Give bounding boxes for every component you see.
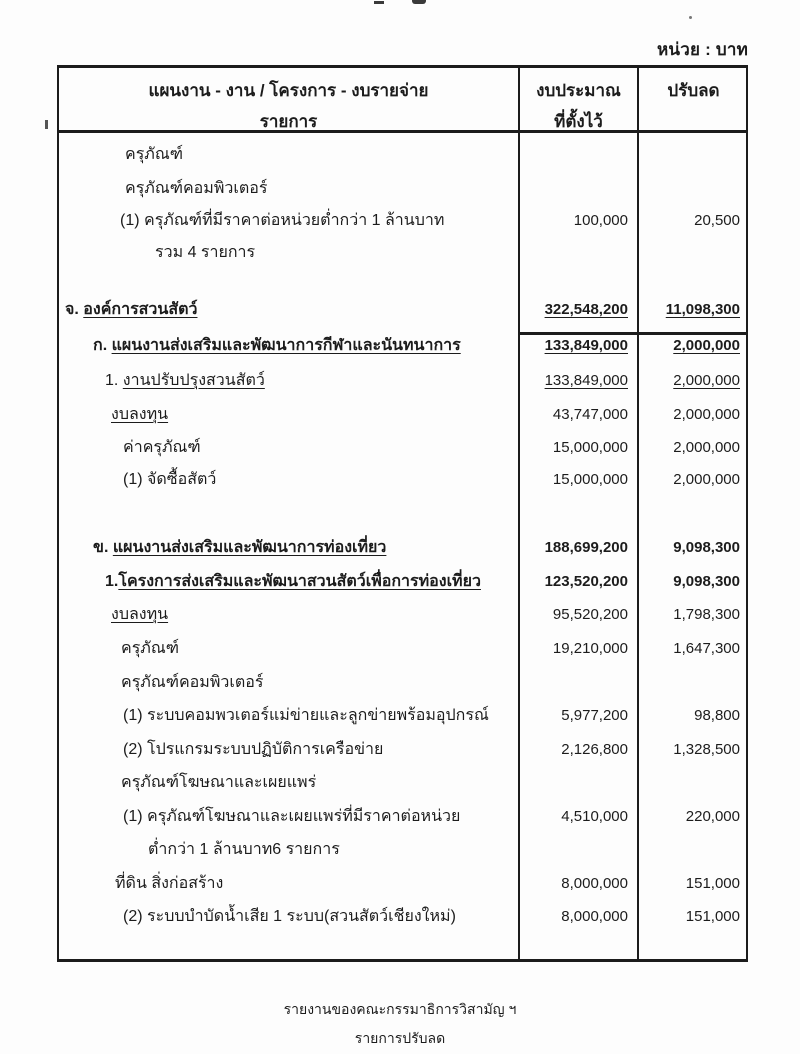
row-label-text: รวม 4 รายการ xyxy=(155,244,256,261)
reduction-amount: 2,000,000 xyxy=(673,406,740,423)
reduction-amount: 20,500 xyxy=(694,212,740,229)
row-label xyxy=(120,208,444,234)
reduction-amount: 2,000,000 xyxy=(673,337,740,354)
table-row xyxy=(59,368,746,394)
row-label-text: ครุภัณฑ์โฆษณาและเผยแพร่ xyxy=(121,774,317,791)
table-row xyxy=(59,837,746,863)
row-label-prefix: 1. xyxy=(105,573,119,590)
table-row xyxy=(59,402,746,428)
row-label-text: แผนงานส่งเสริมและพัฒนาการกีฬาและนันทนาการ xyxy=(111,337,461,354)
row-label-text: งานปรับปรุงสวนสัตว์ xyxy=(122,372,265,389)
table-header xyxy=(59,68,746,130)
row-label xyxy=(105,368,265,394)
table-row xyxy=(59,535,746,561)
budget-amount: 15,000,000 xyxy=(552,471,628,488)
budget-amount: 43,747,000 xyxy=(552,406,628,423)
row-label-text: (1) ครุภัณฑ์ที่มีราคาต่อหน่วยต่ำกว่า 1 ล้านบาท xyxy=(120,212,445,229)
reduction-amount: 11,098,300 xyxy=(665,301,740,318)
table-row xyxy=(59,737,746,763)
header-plan-line2: รายการ xyxy=(259,112,318,131)
row-label-text: ต่ำกว่า 1 ล้านบาท6 รายการ xyxy=(148,841,340,858)
row-label-text: ครุภัณฑ์คอมพิวเตอร์ xyxy=(125,180,268,197)
scan-artifact xyxy=(374,1,384,4)
reduction-amount: 1,647,300 xyxy=(673,640,740,657)
row-label-text: (1) ครุภัณฑ์โฆษณาและเผยแพร่ที่มีราคาต่อหน่วย xyxy=(123,808,461,825)
header-plan-line1: แผนงาน - งาน / โครงการ - งบรายจ่าย xyxy=(148,81,429,100)
reduction-amount: 220,000 xyxy=(685,808,740,825)
row-label-text: งบลงทุน xyxy=(111,406,169,423)
row-label xyxy=(155,240,255,266)
row-label-prefix: ก. xyxy=(93,337,112,354)
reduction-amount: 9,098,300 xyxy=(673,573,740,590)
row-label xyxy=(115,871,223,897)
row-label-prefix: ข. xyxy=(93,539,113,556)
row-label-text: ครุภัณฑ์ xyxy=(121,640,179,657)
row-label xyxy=(148,837,340,863)
row-label-text: โครงการส่งเสริมและพัฒนาสวนสัตว์เพื่อการท่องเที่ยว xyxy=(118,573,481,590)
row-label xyxy=(111,402,168,428)
budget-amount: 2,126,800 xyxy=(561,741,628,758)
table-row xyxy=(59,176,746,202)
table-row xyxy=(59,636,746,662)
budget-amount: 4,510,000 xyxy=(561,808,628,825)
row-label-text: (1) ระบบคอมพวเตอร์แม่ข่ายและลูกข่ายพร้อมอุปกรณ์ xyxy=(123,707,489,724)
reduction-amount: 9,098,300 xyxy=(673,539,740,556)
reduction-amount: 2,000,000 xyxy=(673,471,740,488)
row-label xyxy=(123,904,456,930)
row-label xyxy=(121,770,316,796)
table-row xyxy=(59,904,746,930)
unit-label: หน่วย : บาท xyxy=(657,40,748,59)
budget-amount: 8,000,000 xyxy=(561,875,628,892)
table-row xyxy=(59,435,746,461)
row-label xyxy=(125,142,183,168)
table-row xyxy=(59,240,746,266)
row-label-text: ครุภัณฑ์ xyxy=(125,146,183,163)
scan-artifact xyxy=(689,16,692,19)
row-label-text: (1) จัดซื้อสัตว์ xyxy=(123,471,217,488)
budget-table xyxy=(57,65,748,962)
row-label xyxy=(93,333,461,359)
row-label xyxy=(121,670,263,696)
reduction-amount: 2,000,000 xyxy=(673,372,740,389)
budget-amount: 95,520,200 xyxy=(552,606,628,623)
row-label-text: งบลงทุน xyxy=(111,606,169,623)
row-label-text: (2) โปรแกรมระบบปฏิบัติการเครือข่าย xyxy=(123,741,384,758)
table-row xyxy=(59,208,746,234)
row-label xyxy=(121,636,179,662)
row-label xyxy=(123,467,216,493)
row-label xyxy=(111,602,168,628)
table-body xyxy=(59,130,746,959)
row-label xyxy=(93,535,386,561)
scan-artifact xyxy=(45,120,48,129)
budget-amount: 133,849,000 xyxy=(544,372,628,389)
table-row xyxy=(59,703,746,729)
reduction-amount: 1,798,300 xyxy=(673,606,740,623)
header-budget-line1: งบประมาณ xyxy=(536,81,621,100)
budget-amount: 188,699,200 xyxy=(544,539,628,556)
budget-amount: 5,977,200 xyxy=(561,707,628,724)
footer-list-type: รายการปรับลด xyxy=(354,1030,446,1046)
scan-artifact xyxy=(412,0,426,4)
budget-amount: 15,000,000 xyxy=(552,439,628,456)
row-label-text: (2) ระบบบำบัดน้ำเสีย 1 ระบบ(สวนสัตว์เชียงใหม่) xyxy=(123,908,456,925)
footer-report-title: รายงานของคณะกรรมาธิการวิสามัญ ฯ xyxy=(283,1001,517,1017)
row-label-text: องค์การสวนสัตว์ xyxy=(83,301,198,318)
table-row xyxy=(59,770,746,796)
budget-amount: 19,210,000 xyxy=(552,640,628,657)
header-budget-line2: ที่ตั้งไว้ xyxy=(554,112,603,131)
reduction-amount: 151,000 xyxy=(685,875,740,892)
reduction-amount: 98,800 xyxy=(694,707,740,724)
reduction-amount: 151,000 xyxy=(685,908,740,925)
table-row xyxy=(59,569,746,595)
row-label xyxy=(123,737,383,763)
reduction-amount: 2,000,000 xyxy=(673,439,740,456)
row-label-prefix: จ. xyxy=(65,301,84,318)
row-label-prefix: 1. xyxy=(105,372,123,389)
table-row xyxy=(59,602,746,628)
header-reduction: ปรับลด xyxy=(667,81,720,100)
row-label-text: ที่ดิน สิ่งก่อสร้าง xyxy=(115,875,224,892)
budget-amount: 123,520,200 xyxy=(544,573,628,590)
row-label-text: ครุภัณฑ์คอมพิวเตอร์ xyxy=(121,674,264,691)
row-label-text: ค่าครุภัณฑ์ xyxy=(123,439,201,456)
row-label xyxy=(123,435,201,461)
reduction-amount: 1,328,500 xyxy=(673,741,740,758)
row-label xyxy=(123,703,489,729)
row-label-text: แผนงานส่งเสริมและพัฒนาการท่องเที่ยว xyxy=(112,539,387,556)
table-row xyxy=(59,467,746,493)
budget-amount: 133,849,000 xyxy=(544,337,628,354)
table-row xyxy=(59,142,746,168)
table-row xyxy=(59,297,746,323)
row-label xyxy=(65,297,197,323)
row-label xyxy=(125,176,267,202)
table-row xyxy=(59,333,746,359)
table-row xyxy=(59,670,746,696)
budget-amount: 8,000,000 xyxy=(561,908,628,925)
budget-amount: 100,000 xyxy=(573,212,628,229)
budget-amount: 322,548,200 xyxy=(544,301,628,318)
row-label xyxy=(105,569,481,595)
table-row xyxy=(59,871,746,897)
table-row xyxy=(59,804,746,830)
row-label xyxy=(123,804,460,830)
